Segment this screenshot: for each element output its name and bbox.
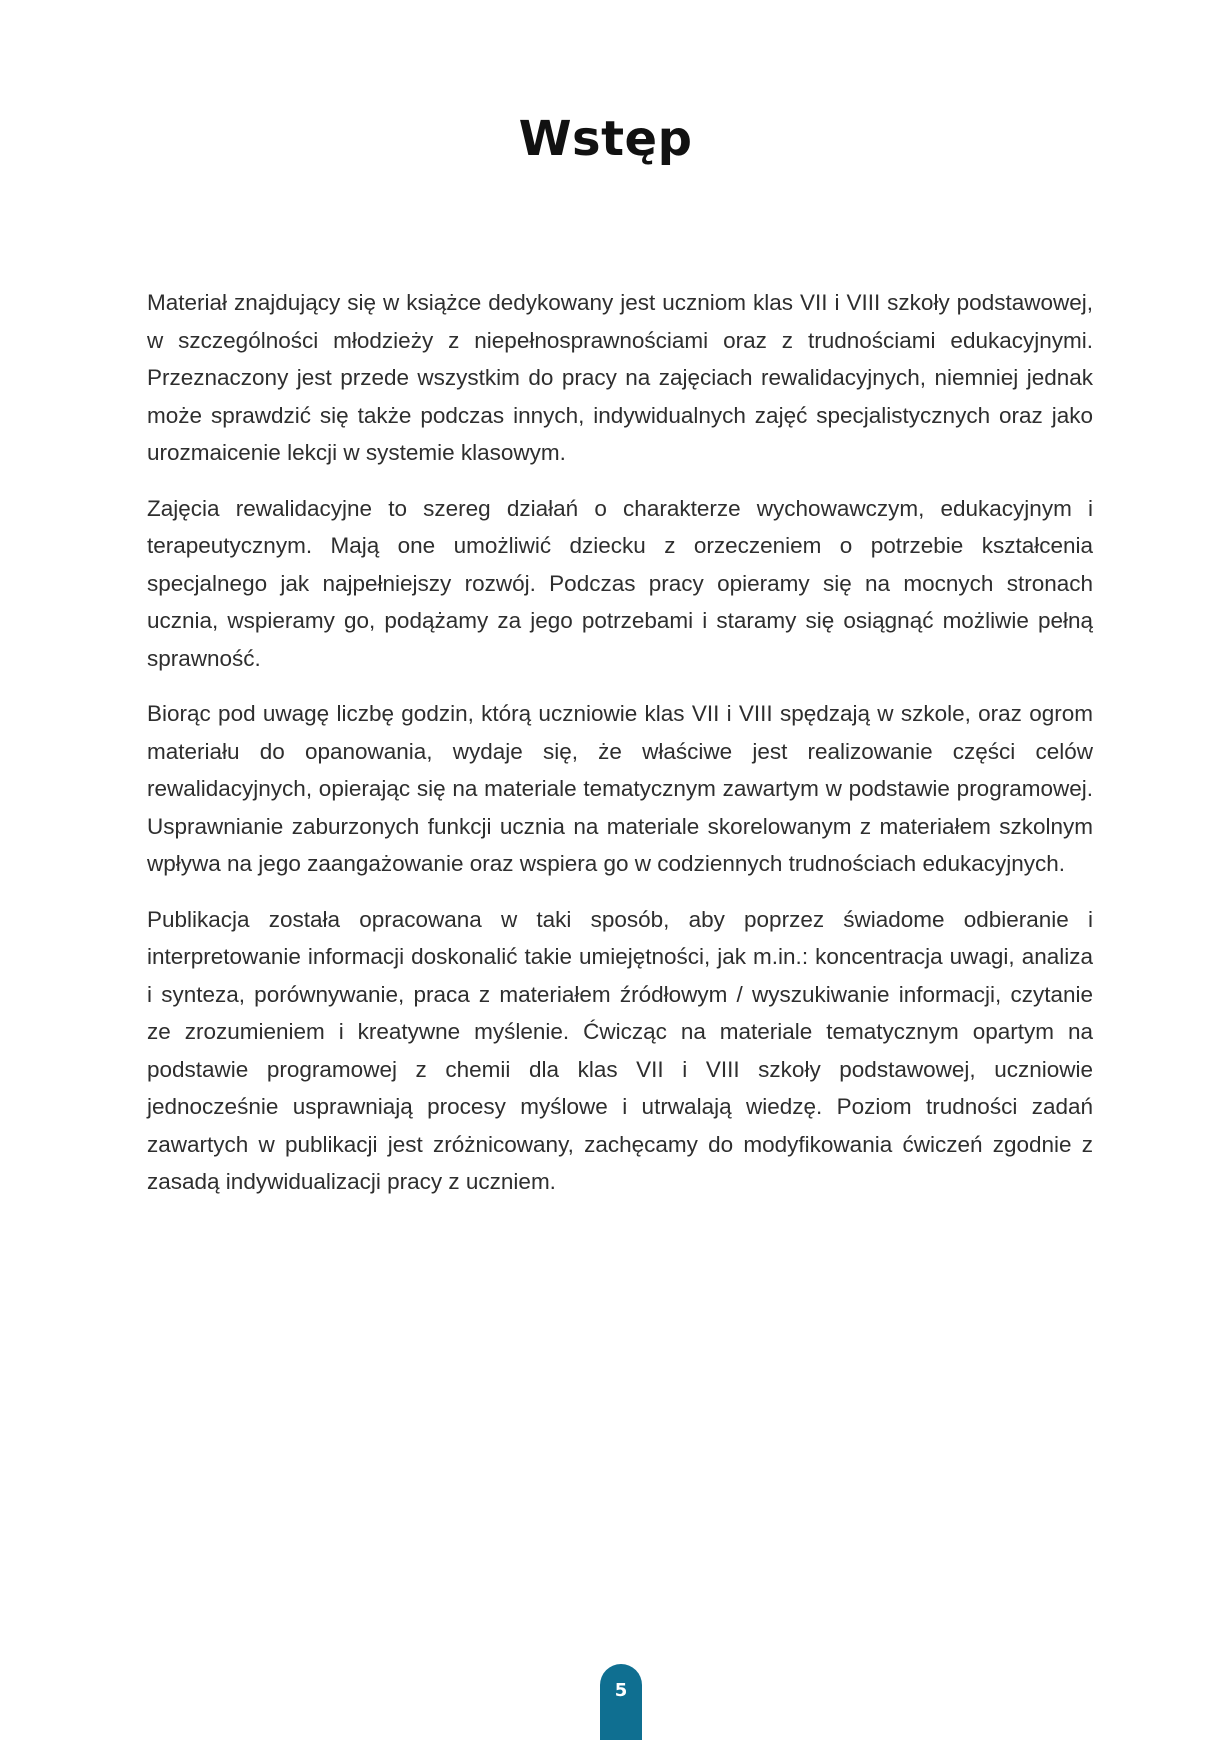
page-number: 5 (614, 1680, 628, 1701)
page-title: Wstęp (518, 111, 693, 167)
page-number-tab (600, 1664, 642, 1740)
paragraph-2: Zajęcia rewalidacyjne to szereg działań o charakterze wychowawczym, edukacyjnym i terapeutycznym. Mają one umożliwić dziecku z orzeczeniem o potrzebie kształcenia specjalnego jak najpełniejszy rozwój. Podczas pracy opieramy się na mocnych stronach ucznia, wspieramy go, podążamy za jego potrzebami i staramy się osiągnąć możliwie pełną sprawność. (147, 495, 1093, 671)
paragraph-4: Publikacja została opracowana w taki sposób, aby poprzez świadome odbieranie i interpretowanie informacji doskonalić takie umiejętności, jak m.in.: koncentracja uwagi, analiza i synteza, porównywanie, praca z materiałem źródłowym / wyszukiwanie informacji, czytanie ze zrozumieniem i kreatywne myślenie. Ćwicząc na materiale tematycznym opartym na podstawie programowej z chemii dla klas VII i VIII szkoły podstawowej, uczniowie jednocześnie usprawniają procesy myślowe i utrwalają wiedzę. Poziom trudności zadań zawartych w publikacji jest zróżnicowany, zachęcamy do modyfikowania ćwiczeń zgodnie z zasadą indywidualizacji pracy z uczniem. (147, 906, 1093, 1194)
paragraph-3: Biorąc pod uwagę liczbę godzin, którą uczniowie klas VII i VIII spędzają w szkole, oraz ogrom materiału do opanowania, wydaje się, że właściwe jest realizowanie części celów rewalidacyjnych, opierając się na materiale tematycznym zawartym w podstawie programowej. Usprawnianie zaburzonych funkcji ucznia na materiale skorelowanym z materiałem szkolnym wpływa na jego zaangażowanie oraz wspiera go w codziennych trudnościach edukacyjnych. (147, 701, 1093, 876)
paragraph-1: Materiał znajdujący się w książce dedykowany jest uczniom klas VII i VIII szkoły podstawowej, w szczególności młodzieży z niepełnosprawnościami oraz z trudnościami edukacyjnymi. Przeznaczony jest przede wszystkim do pracy na zajęciach rewalidacyjnych, niemniej jednak może sprawdzić się także podczas innych, indywidualnych zajęć specjalistycznych oraz jako urozmaicenie lekcji w systemie klasowym. (147, 290, 1093, 465)
body-text (147, 284, 1093, 1219)
